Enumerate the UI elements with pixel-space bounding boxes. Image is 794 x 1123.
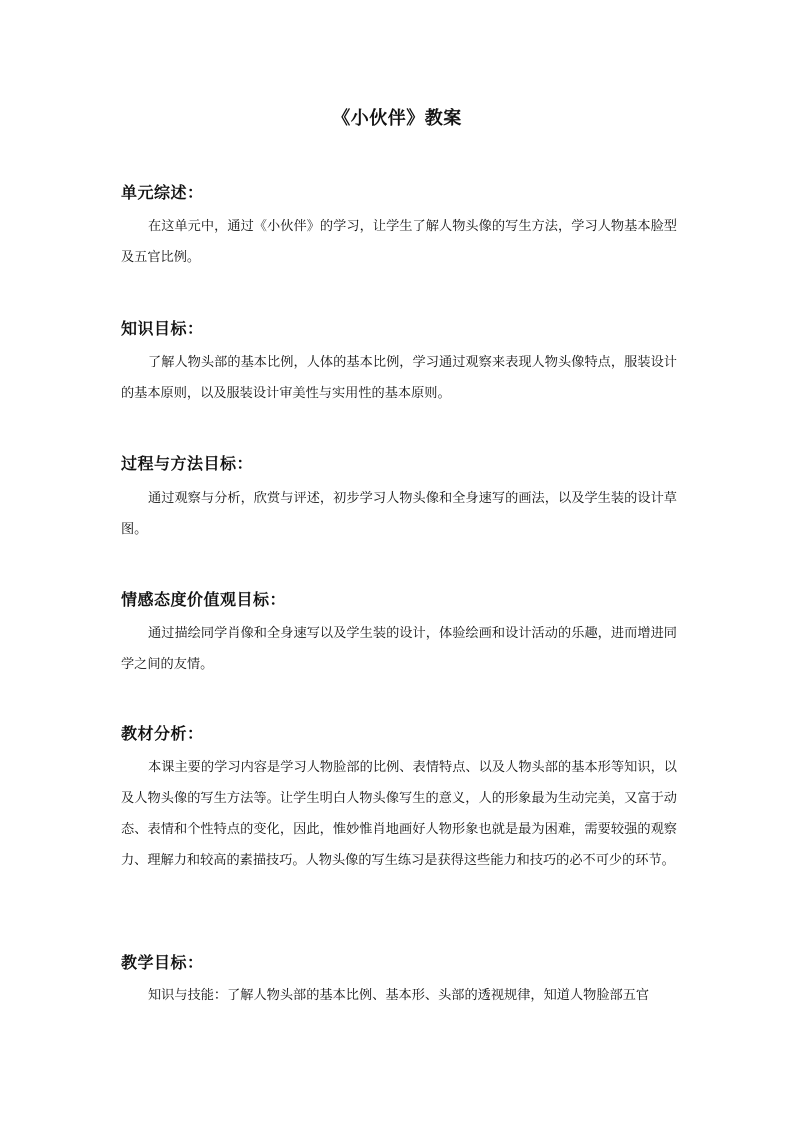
section-heading-knowledge-goals: 知识目标：: [121, 319, 204, 338]
section-body-teaching-goals: 知识与技能：了解人物头部的基本比例、基本形、头部的透视规律，知道人物脸部五官: [148, 988, 650, 1003]
section-heading-emotion-value-goals: 情感态度价值观目标：: [121, 590, 287, 609]
section-heading-teaching-goals: 教学目标：: [121, 953, 204, 972]
document-title: 《小伙伴》教案: [332, 108, 462, 129]
section-heading-material-analysis: 教材分析：: [121, 724, 204, 743]
section-body-material-analysis: 本课主要的学习内容是学习人物脸部的比例、表情特点、以及人物头部的基本形等知识，以及人物头像的写生方法等。让学生明白人物头像写生的意义，人的形象最为生动完美，又富于动态、表情和个性特点的变化，因此，惟妙惟肖地画好人物形象也就是最为困难，需要较强的观察力、理解力和较高的素描技巧。人物头像的写生练习是获得这些能力和技巧的必不可少的环节。: [121, 760, 677, 868]
section-body-knowledge-goals: 了解人物头部的基本比例，人体的基本比例，学习通过观察来表现人物头像特点，服装设计的基本原则，以及服装设计审美性与实用性的基本原则。: [121, 355, 677, 401]
section-body-unit-overview: 在这单元中，通过《小伙伴》的学习，让学生了解人物头像的写生方法，学习人物基本脸型及五官比例。: [121, 219, 677, 265]
section-heading-unit-overview: 单元综述：: [121, 183, 204, 202]
section-heading-process-method-goals: 过程与方法目标：: [121, 454, 254, 473]
section-body-process-method-goals: 通过观察与分析，欣赏与评述，初步学习人物头像和全身速写的画法，以及学生装的设计草图。: [121, 491, 677, 537]
section-body-emotion-value-goals: 通过描绘同学肖像和全身速写以及学生装的设计，体验绘画和设计活动的乐趣，进而增进同学之间的友情。: [121, 626, 677, 672]
